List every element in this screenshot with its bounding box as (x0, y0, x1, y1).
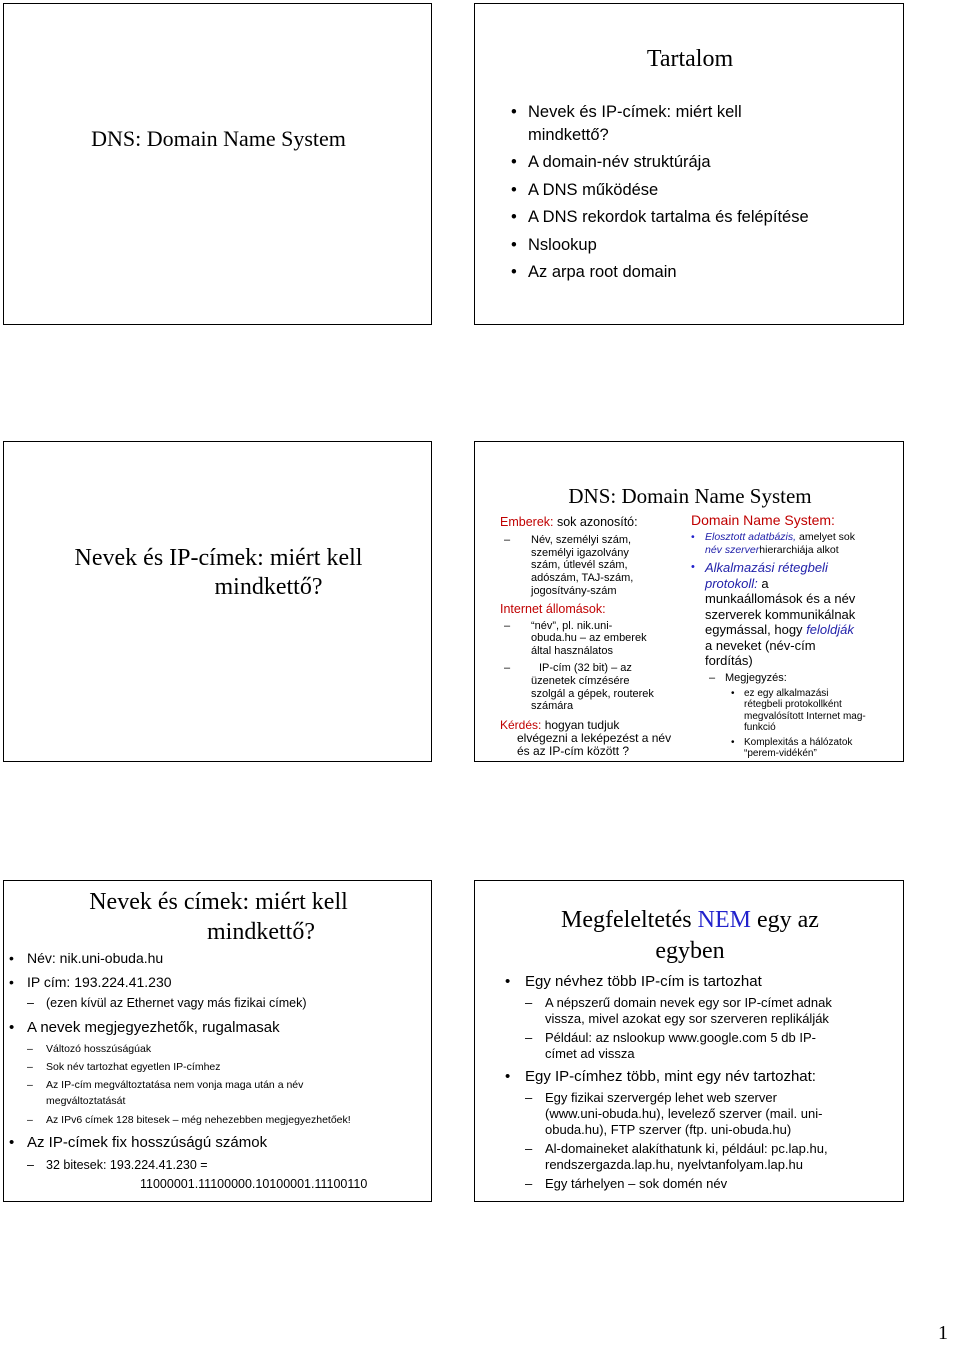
bullet-icon: • (511, 263, 517, 281)
list-item: • Az arpa root domain (511, 259, 891, 287)
bullet-icon: • (731, 687, 735, 699)
slide-5-body (9, 949, 427, 1194)
dash-icon: – (27, 1079, 33, 1091)
slide-3-title: Nevek és IP-címek: miért kell mindkettő? (74, 545, 363, 600)
list-item: – Egy fizikai szervergép lehet web szerver (www.uni-obuda.hu), levelező szerver (mail. uni- obuda.hu), FTP szerver (ftp. uni-obuda.hu) (525, 1090, 823, 1137)
bullet-icon: • (511, 235, 517, 254)
list-item: • Komplexitás a hálózatok “perem-vidékén” (731, 736, 853, 759)
dash-icon: – (504, 619, 511, 632)
internet-hosts-heading: Internet állomások: (500, 601, 606, 616)
bullet-icon: • (9, 1019, 15, 1036)
slide-1-title: DNS: Domain Name System (91, 126, 346, 151)
bullet-icon: • (505, 1068, 511, 1085)
list-item: – Al-domaineket alakíthatunk ki, például: pc.lap.hu, rendszergazda.lap.hu, nyelvtanfolyam.lap.hu (525, 1141, 828, 1172)
list-item: • A domain-név struktúrája (511, 149, 891, 177)
list-item: • Egy IP-címhez több, mint egy név tartozhat: (505, 1068, 816, 1085)
slide-1 (3, 3, 432, 325)
list-item: – Például: az nslookup www.google.com 5 db IP- címet ad vissza (525, 1030, 816, 1061)
slide-4 (474, 441, 904, 762)
slide-6-body (505, 973, 900, 1192)
list-item: • Nslookup (511, 232, 891, 260)
bullet-icon: • (9, 1134, 15, 1151)
dash-icon: – (525, 995, 533, 1010)
bullet-icon: • (731, 736, 735, 748)
list-item: • Az IP-címek fix hosszúságú számok (9, 1134, 268, 1151)
dash-icon: – (27, 1061, 33, 1073)
list-item: • A DNS működése (511, 177, 891, 205)
slide-4-right-column (691, 514, 897, 760)
bullet-icon: • (511, 153, 517, 171)
dash-icon: – (504, 661, 511, 674)
list-item: • Név: nik.uni-obuda.hu (9, 950, 164, 966)
slide-5-title: Nevek és címek: miért kell mindkettő? (89, 889, 348, 945)
list-item: – Változó hosszúságúak (27, 1043, 152, 1055)
bullet-icon: • (691, 531, 695, 543)
dash-icon: – (525, 1030, 533, 1045)
slide-2-bullets (511, 99, 891, 287)
bullet-icon: • (511, 103, 517, 121)
list-item: – Egy tárhelyen – sok domén név (525, 1176, 728, 1191)
slide-5 (3, 880, 432, 1202)
slide-4-title: DNS: Domain Name System (568, 484, 812, 508)
bullet-icon: • (9, 950, 14, 966)
list-item: – Az IPv6 címek 128 bitesek – még nehezebben megjegyezhetőek! (27, 1114, 351, 1126)
slide-3 (3, 441, 432, 762)
people-heading: Emberek: sok azonosító: (500, 515, 638, 529)
dash-icon: – (27, 1114, 33, 1126)
dash-icon: – (27, 1158, 34, 1172)
question: Kérdés: hogyan tudjuk elvégezni a leképezést a név és az IP-cím között ? (500, 718, 672, 758)
list-item: – “név”, pl. nik.uni- obuda.hu – az emberek által használatos (504, 619, 647, 658)
list-item: • Egy névhez több IP-cím is tartozhat (505, 973, 762, 990)
bullet-icon: • (511, 208, 517, 226)
bullet-icon: • (511, 180, 517, 199)
dash-icon: – (27, 1043, 33, 1055)
list-item: – Név, személyi szám, személyi igazolvány szám, útlevél szám, adószám, TAJ-szám, jogosítvány-szám (504, 533, 634, 597)
dns-heading: Domain Name System: (691, 512, 835, 528)
dash-icon: – (525, 1176, 533, 1191)
dash-icon: – (525, 1090, 533, 1105)
list-item: – A népszerű domain nevek egy sor IP-címet adnak vissza, mivel azokat egy sor szerveren replikálják (525, 995, 832, 1026)
list-item: – (ezen kívül az Ethernet vagy más fizikai címek) (27, 996, 307, 1010)
bullet-icon: • (505, 973, 511, 990)
list-item: • A DNS rekordok tartalma és felépítése (511, 204, 891, 232)
slide-6 (474, 880, 904, 1202)
list-item: • ez egy alkalmazási rétegbeli protokollként megvalósított Internet mag- funkció (731, 687, 866, 733)
dash-icon: – (504, 533, 511, 546)
dash-icon: – (709, 671, 716, 684)
list-item: – Az IP-cím megváltoztatása nem vonja maga után a név megváltoztatását (27, 1079, 304, 1107)
bullet-icon: • (9, 974, 14, 990)
slide-2 (474, 3, 904, 325)
dash-icon: – (525, 1141, 533, 1156)
slide-6-title: Megfeleltetés NEM egy az egyben (561, 907, 819, 964)
list-item: • Alkalmazási rétegbeli protokoll: a munkaállomások és a név szerverek kommunikálnak egymással, hogy feloldják a neveket (név-cím fordítás) (691, 560, 856, 668)
list-item: • IP cím: 193.224.41.230 (9, 974, 172, 990)
slide-2-title: Tartalom (646, 46, 734, 72)
bullet-icon: • (691, 561, 695, 573)
list-item-continuation: mindkettő? (528, 125, 609, 144)
slide-4-left-column (500, 516, 680, 758)
list-item: – 32 bitesek: 193.224.41.230 = 11000001.11100000.10100001.11100110 (27, 1158, 368, 1191)
list-item: • Elosztott adatbázis, amelyet sok név szerverhierarchiája alkot (691, 531, 856, 556)
dash-icon: – (27, 996, 34, 1010)
list-item: • Nevek és IP-címek: miért kell (511, 99, 891, 127)
page-number: 1 (938, 1322, 948, 1344)
list-item: – IP-cím (32 bit) – az üzenetek címzésére szolgál a gépek, routerek számára (504, 661, 654, 713)
list-item: • A nevek megjegyezhetők, rugalmasak (9, 1019, 280, 1036)
list-item: – Megjegyzés: (709, 671, 787, 684)
list-item: – Sok név tartozhat egyetlen IP-címhez (27, 1061, 221, 1073)
